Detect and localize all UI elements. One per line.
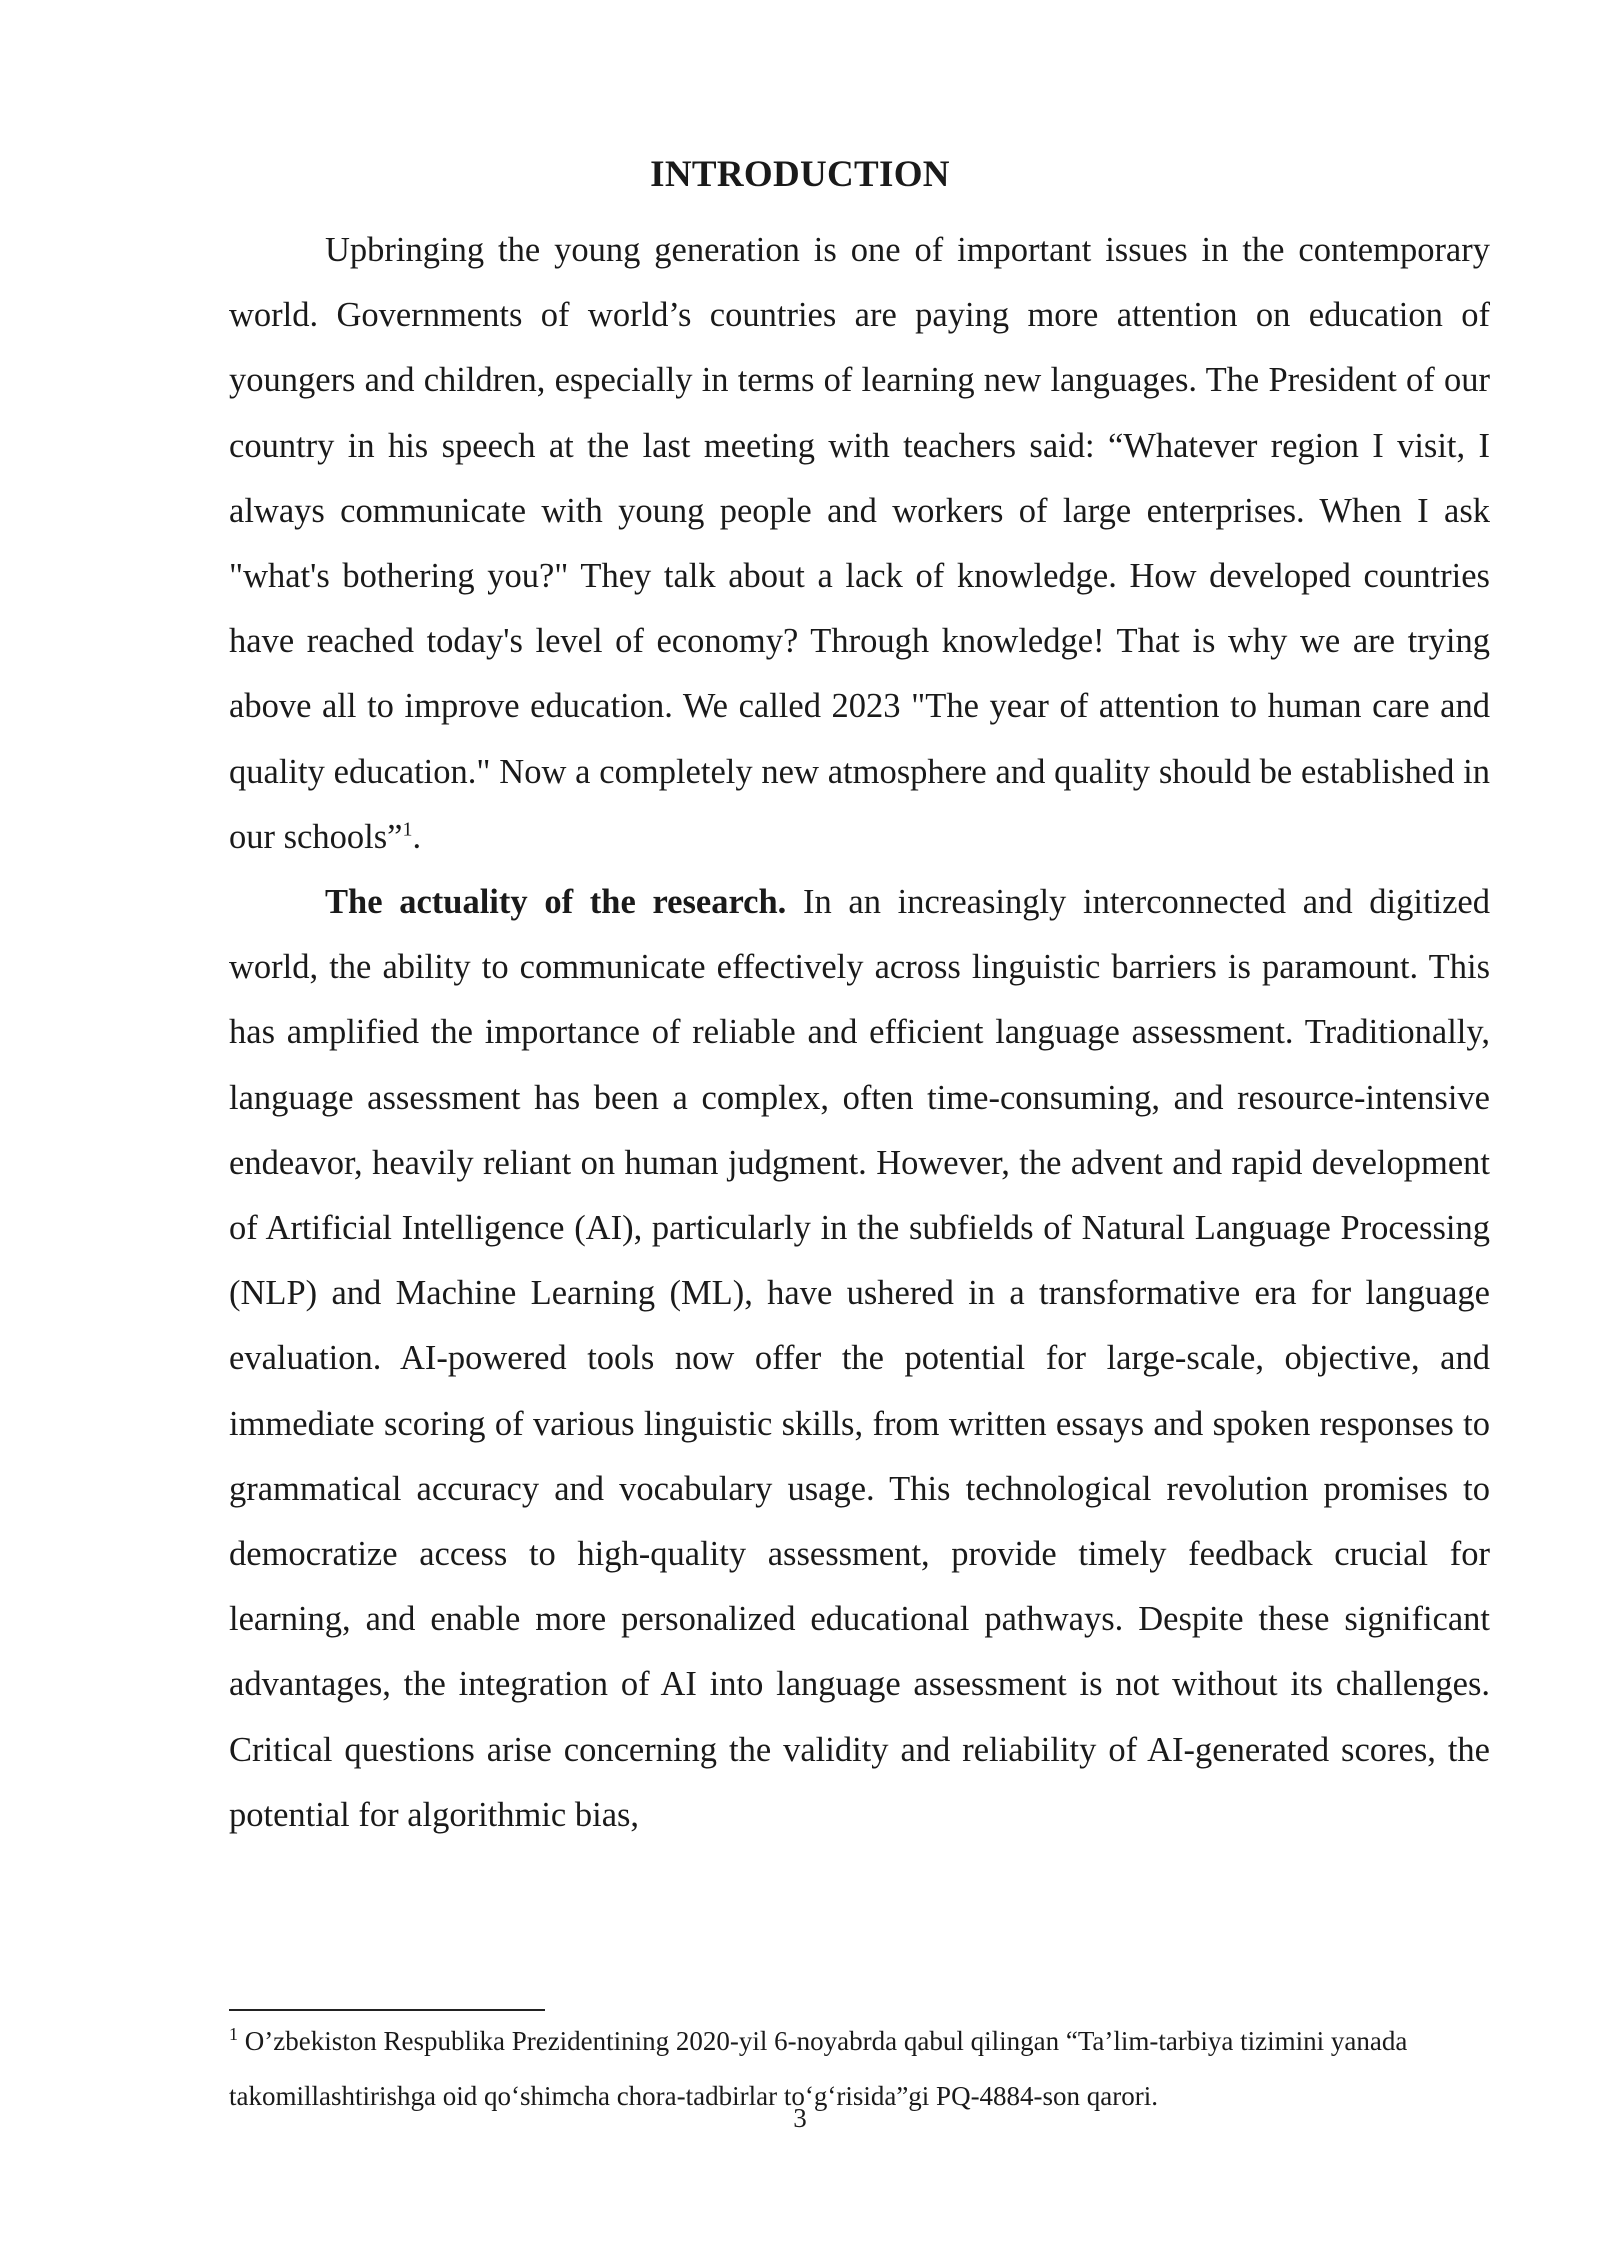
paragraph-intro-text: Upbringing the young generation is one of important issues in the contemporary world. Governments of world’s countries are paying more attention on education of youngers and children, especially in terms of learning new languages. The President of our country in his speech at the last meeting with teachers said: “Whatever region I visit, I always communicate with young people and workers of large enterprises. When I ask "what's bothering you?" They talk about a lack of knowledge. How developed countries have reached today's level of economy? Through knowledge! That is why we are trying above all to improve education. We called 2023 "The year of attention to human care and quality education." Now a completely new atmosphere and quality should be established in our schools” xyxy=(229,231,1490,856)
body-text xyxy=(229,218,1490,1848)
paragraph-intro xyxy=(229,218,1490,870)
paragraph-actuality-lead: The actuality of the research. xyxy=(325,883,787,922)
footnote-divider xyxy=(229,2009,545,2011)
paragraph-intro-end: . xyxy=(412,817,422,856)
paragraph-actuality-text: In an increasingly interconnected and digitized world, the ability to communicate effectively across linguistic barriers is paramount. This has amplified the importance of reliable and efficient language assessment. Traditionally, language assessment has been a complex, often time-consuming, and resource-intensive endeavor, heavily reliant on human judgment. However, the advent and rapid development of Artificial Intelligence (AI), particularly in the subfields of Natural Language Processing (NLP) and Machine Learning (ML), have ushered in a transformative era for language evaluation. AI-powered tools now offer the potential for large-scale, objective, and immediate scoring of various linguistic skills, from written essays and spoken responses to grammatical accuracy and vocabulary usage. This technological revolution promises to democratize access to high-quality assessment, provide timely feedback crucial for learning, and enable more personalized educational pathways. Despite these significant advantages, the integration of AI into language assessment is not without its challenges. Critical questions arise concerning the validity and reliability of AI-generated scores, the potential for algorithmic bias, xyxy=(229,883,1490,1834)
paragraph-actuality xyxy=(229,870,1490,1848)
footnote-marker: 1 xyxy=(229,2024,238,2044)
page-number: 3 xyxy=(793,2103,807,2133)
section-heading: INTRODUCTION xyxy=(650,154,950,195)
footnote-reference: 1 xyxy=(402,818,413,841)
footnote-text: O’zbekiston Respublika Prezidentining 2020-yil 6-noyabrda qabul qilingan “Ta’lim-tarbiya tizimini yanada takomillashtirishga oid qo‘shimcha chora-tadbirlar to‘g‘risida”gi PQ-4884-son qarori. xyxy=(229,2026,1408,2111)
